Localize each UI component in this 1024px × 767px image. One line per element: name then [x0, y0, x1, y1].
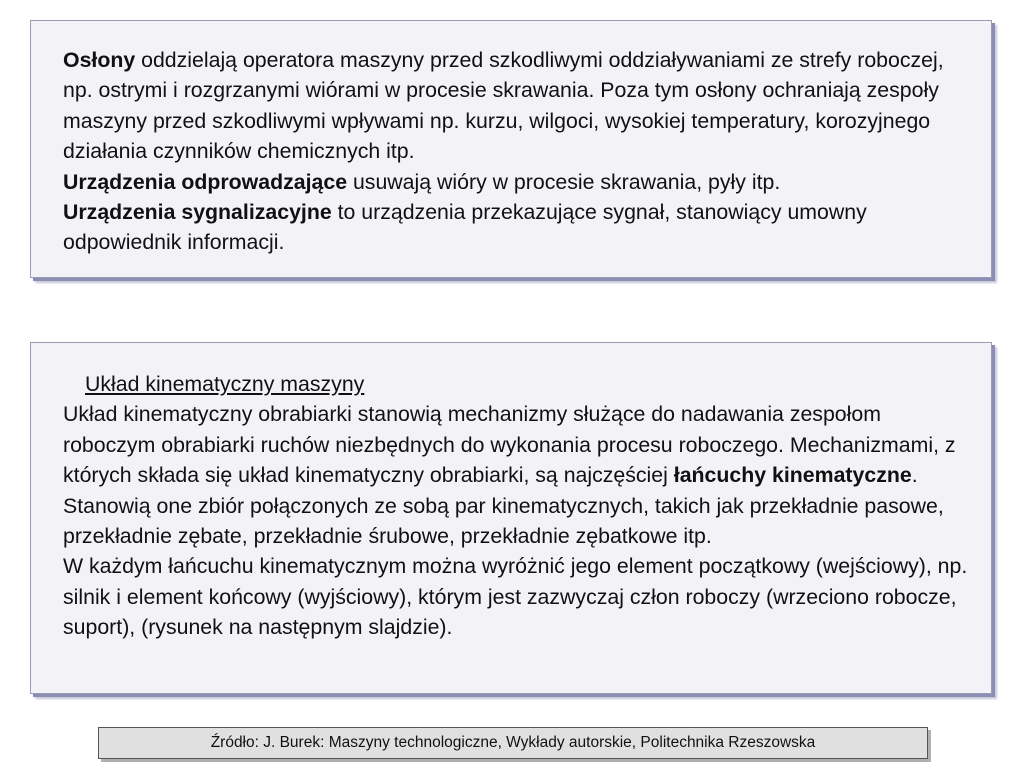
- paragraph-removal-devices: [41, 167, 977, 197]
- text-guards: oddzielają operatora maszyny przed szkodliwymi oddziaływaniami ze strefy roboczej, np. ostrymi i rozgrzanymi wiórami w procesie skrawania. Poza tym osłony ochraniają zespoły maszyny przed szkodliwymi wpływami np. kurzu, wilgoci, wysokiej temperatury, korozyjnego działania czynników chemicznych itp.: [63, 48, 944, 164]
- text-kinematic-post: . Stanowią one zbiór połączonych ze sobą par kinematycznych, takich jak przekładnie pasowe, przekładnie zębate, przekładnie śrubowe, przekładnie zębatkowe itp.: [63, 463, 944, 549]
- paragraph-guards: [41, 45, 977, 167]
- source-citation: Źródło: J. Burek: Maszyny technologiczne, Wykłady autorskie, Politechnika Rzeszowska: [210, 734, 816, 751]
- content-box-guards: [30, 20, 992, 278]
- term-removal-devices: Urządzenia odprowadzające: [63, 169, 348, 194]
- paragraph-signaling-devices: [41, 197, 977, 258]
- text-removal-devices: usuwają wióry w procesie skrawania, pyły itp.: [347, 169, 781, 194]
- section-heading: [41, 369, 977, 399]
- text-chain-elements: W każdym łańcuchu kinematycznym można wyróżnić jego element początkowy (wejściowy), np. silnik i element końcowy (wyjściowy), którym jest zazwyczaj człon roboczy (wrzeciono robocze, suport), (rysunek na następnym slajdzie).: [63, 554, 968, 640]
- term-guards: Osłony: [63, 48, 136, 72]
- text-kinematic-pre: Układ kinematyczny obrabiarki stanowią mechanizmy służące do nadawania zespołom roboczym obrabiarki ruchów niezbędnych do wykonania procesu roboczego. Mechanizmami, z których składa się układ kinematyczny obrabiarki, są najczęściej: [63, 402, 956, 488]
- content-box-kinematic-system: [30, 342, 992, 694]
- source-footer: [98, 727, 928, 759]
- paragraph-kinematic-definition: [41, 399, 977, 551]
- text-signaling-devices: to urządzenia przekazujące sygnał, stanowiący umowny odpowiednik informacji.: [63, 200, 867, 255]
- term-kinematic-chains: łańcuchy kinematyczne: [673, 463, 912, 488]
- term-signaling-devices: Urządzenia sygnalizacyjne: [63, 200, 332, 225]
- heading-kinematic-system: Układ kinematyczny maszyny: [85, 372, 365, 396]
- paragraph-chain-elements: [41, 551, 977, 642]
